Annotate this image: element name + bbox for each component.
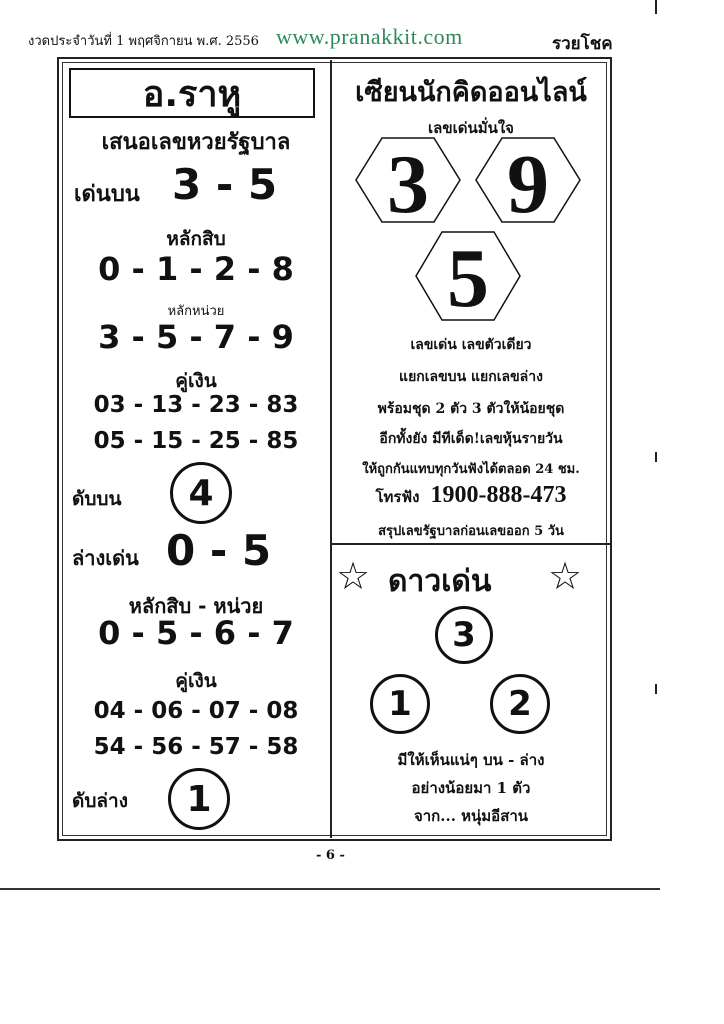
publication-name: รวยโชค bbox=[552, 34, 613, 54]
star-number: 2 bbox=[508, 684, 532, 724]
info-line: แยกเลขบน แยกเลขล่าง bbox=[399, 369, 543, 385]
hexagon-group bbox=[354, 136, 586, 322]
top-value: 3 - 5 bbox=[172, 160, 278, 209]
left-title-box bbox=[69, 68, 315, 118]
right-title: เซียนนักคิดออนไลน์ bbox=[355, 77, 587, 108]
scan-edge-line bbox=[0, 888, 660, 890]
top-label: เด่นบน bbox=[74, 182, 140, 207]
info-line: เลขเด่น เลขตัวเดียว bbox=[410, 337, 532, 353]
star-icon: ☆ bbox=[548, 554, 583, 598]
phone-line bbox=[332, 482, 610, 509]
tens-value: 0 - 1 - 2 - 8 bbox=[98, 250, 294, 288]
footer-line: อย่างน้อยมา 1 ตัว bbox=[411, 779, 531, 797]
scan-edge-mark bbox=[655, 452, 657, 462]
pair-row: 05 - 15 - 25 - 85 bbox=[93, 428, 299, 454]
scan-edge-mark bbox=[655, 684, 657, 694]
dub-top-value: 4 bbox=[188, 472, 214, 514]
page-number: - 6 - bbox=[316, 848, 345, 863]
units-value: 3 - 5 - 7 - 9 bbox=[98, 318, 294, 356]
star-number-circle bbox=[370, 674, 430, 734]
dub-top-circle bbox=[170, 462, 232, 524]
scan-edge-mark bbox=[655, 0, 657, 14]
footer-line: มีให้เห็นแน่ๆ บน - ล่าง bbox=[397, 751, 545, 769]
left-subtitle: เสนอเลขหวยรัฐบาล bbox=[101, 130, 291, 155]
pair2-label: คู่เงิน bbox=[175, 670, 217, 692]
bottom-value: 0 - 5 bbox=[166, 526, 272, 575]
hex-number: 3 bbox=[387, 138, 429, 231]
dub-bottom-value: 1 bbox=[186, 778, 212, 820]
dub-bottom-circle bbox=[168, 768, 230, 830]
left-title: อ.ราหู bbox=[142, 73, 242, 115]
star-number-circle bbox=[435, 606, 493, 664]
right-section-divider bbox=[332, 543, 610, 545]
pair-row: 03 - 13 - 23 - 83 bbox=[93, 392, 299, 418]
tens-units-label: หลักสิบ - หน่วย bbox=[128, 594, 264, 618]
footer-line: จาก... หนุ่มอีสาน bbox=[413, 807, 529, 825]
issue-date: งวดประจำวันที่ 1 พฤศจิกายน พ.ศ. 2556 bbox=[28, 34, 259, 49]
units-label: หลักหน่วย bbox=[167, 304, 225, 319]
tens-label: หลักสิบ bbox=[166, 228, 226, 250]
star-number: 1 bbox=[388, 684, 412, 724]
right-subtitle: เลขเด่นมั่นใจ bbox=[428, 119, 514, 137]
hex-number: 5 bbox=[447, 232, 489, 322]
info-line: ให้ถูกกันแทบทุกวันฟังได้ตลอด 24 ชม. bbox=[362, 462, 580, 477]
site-url: www.pranakkit.com bbox=[276, 24, 463, 49]
pair-label: คู่เงิน bbox=[175, 370, 217, 392]
info-line: พร้อมชุด 2 ตัว 3 ตัวให้น้อยชุด bbox=[377, 401, 565, 417]
star-number-circle bbox=[490, 674, 550, 734]
dub-bottom-label: ดับล่าง bbox=[72, 790, 128, 812]
hex-number: 9 bbox=[507, 138, 549, 231]
pair2-row: 04 - 06 - 07 - 08 bbox=[93, 698, 299, 724]
dub-top-label: ดับบน bbox=[72, 488, 122, 510]
phone-prefix: โทรฟัง bbox=[375, 488, 420, 506]
bottom-label: ล่างเด่น bbox=[72, 546, 139, 570]
summary-line: สรุปเลขรัฐบาลก่อนเลขออก 5 วัน bbox=[378, 524, 564, 539]
star-icon: ☆ bbox=[336, 554, 371, 598]
pair2-row: 54 - 56 - 57 - 58 bbox=[93, 734, 299, 760]
star-number: 3 bbox=[452, 615, 476, 655]
tens-units-value: 0 - 5 - 6 - 7 bbox=[98, 614, 294, 652]
phone-number: 1900-888-473 bbox=[430, 482, 567, 508]
star-title: ดาวเด่น bbox=[388, 564, 492, 599]
info-line: อีกทั้งยัง มีทีเด็ด!เลขหุ้นรายวัน bbox=[379, 431, 563, 447]
